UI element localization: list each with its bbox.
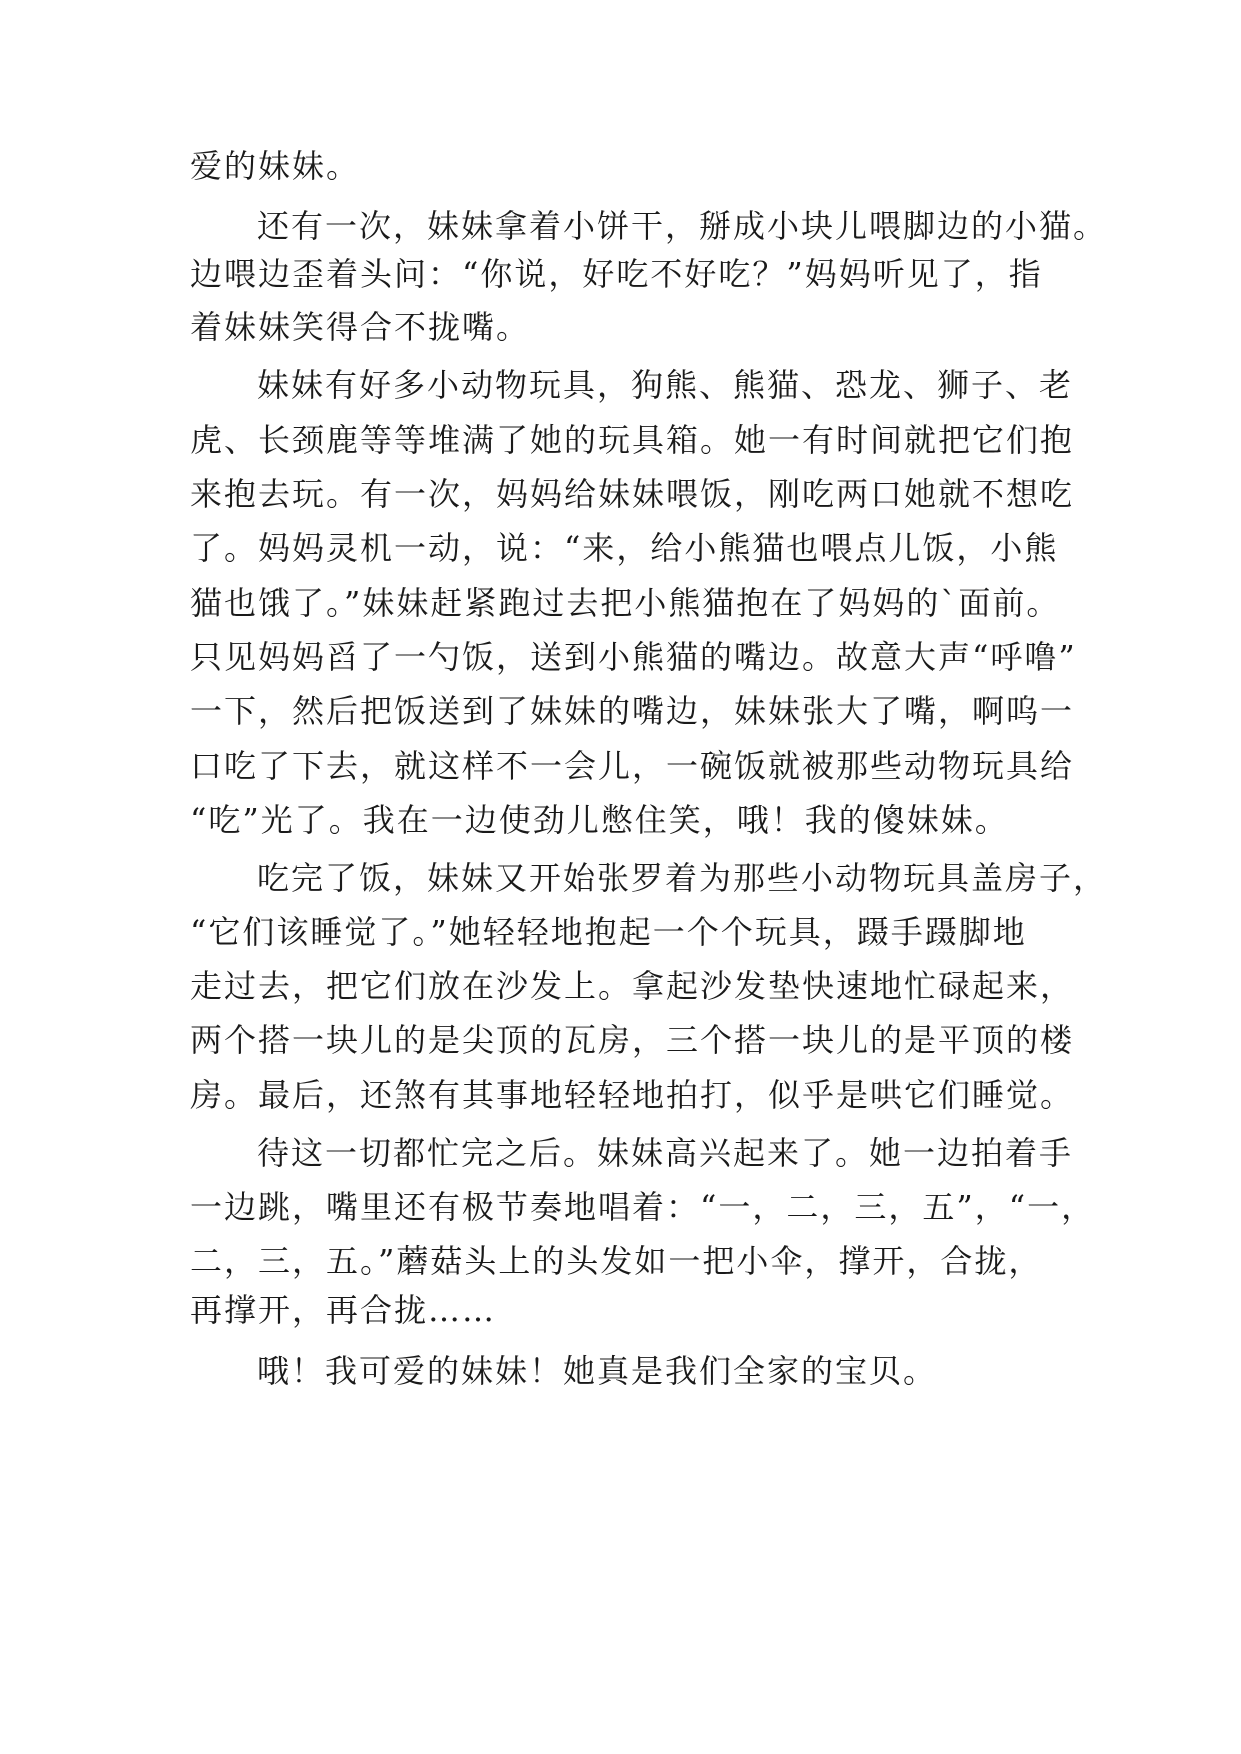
text-line: 走过去，把它们放在沙发上。拿起沙发垫快速地忙碌起来， <box>190 967 1075 1005</box>
paragraph-first-line: 吃完了饭，妹妹又开始张罗着为那些小动物玩具盖房子， <box>257 859 1108 897</box>
text-line: “吃”光了。我在一边使劲儿憋住笑，哦！我的傻妹妹。 <box>190 801 1009 839</box>
paragraph-first-line: 还有一次，妹妹拿着小饼干，掰成小块儿喂脚边的小猫。 <box>257 207 1108 245</box>
text-line: 只见妈妈舀了一勺饭，送到小熊猫的嘴边。故意大声“呼噜” <box>190 638 1077 676</box>
text-line: 一边跳，嘴里还有极节奏地唱着：“一，二，三，五”，“一， <box>190 1188 1096 1226</box>
text-line: 猫也饿了。”妹妹赶紧跑过去把小熊猫抱在了妈妈的`面前。 <box>190 584 1061 622</box>
text-line: 房。最后，还煞有其事地轻轻地拍打，似乎是哄它们睡觉。 <box>190 1076 1075 1114</box>
text-line: 口吃了下去，就这样不一会儿，一碗饭就被那些动物玩具给 <box>190 747 1075 785</box>
text-line: 边喂边歪着头问：“你说，好吃不好吃？”妈妈听见了，指 <box>190 255 1043 293</box>
paragraph-first-line: 妹妹有好多小动物玩具，狗熊、熊猫、恐龙、狮子、老 <box>257 366 1074 404</box>
text-line: 来抱去玩。有一次，妈妈给妹妹喂饭，刚吃两口她就不想吃 <box>190 475 1075 513</box>
text-line: 了。妈妈灵机一动，说：“来，给小熊猫也喂点儿饭，小熊 <box>190 529 1059 567</box>
text-line: 虎、长颈鹿等等堆满了她的玩具箱。她一有时间就把它们抱 <box>190 421 1075 459</box>
paragraph-first-line: 哦！我可爱的妹妹！她真是我们全家的宝贝。 <box>257 1352 938 1390</box>
text-line: 两个搭一块儿的是尖顶的瓦房，三个搭一块儿的是平顶的楼 <box>190 1021 1075 1059</box>
text-line: 一下，然后把饭送到了妹妹的嘴边，妹妹张大了嘴，啊呜一 <box>190 692 1075 730</box>
text-line: 再撑开，再合拢…… <box>190 1291 497 1329</box>
text-line: “它们该睡觉了。”她轻轻地抱起一个个玩具，蹑手蹑脚地 <box>190 913 1027 951</box>
text-line: 爱的妹妹。 <box>190 147 361 185</box>
text-line: 着妹妹笑得合不拢嘴。 <box>190 308 531 346</box>
paragraph-first-line: 待这一切都忙完之后。妹妹高兴起来了。她一边拍着手 <box>257 1134 1074 1172</box>
text-line: 二，三，五。”蘑菇头上的头发如一把小伞，撑开，合拢， <box>190 1242 1043 1280</box>
